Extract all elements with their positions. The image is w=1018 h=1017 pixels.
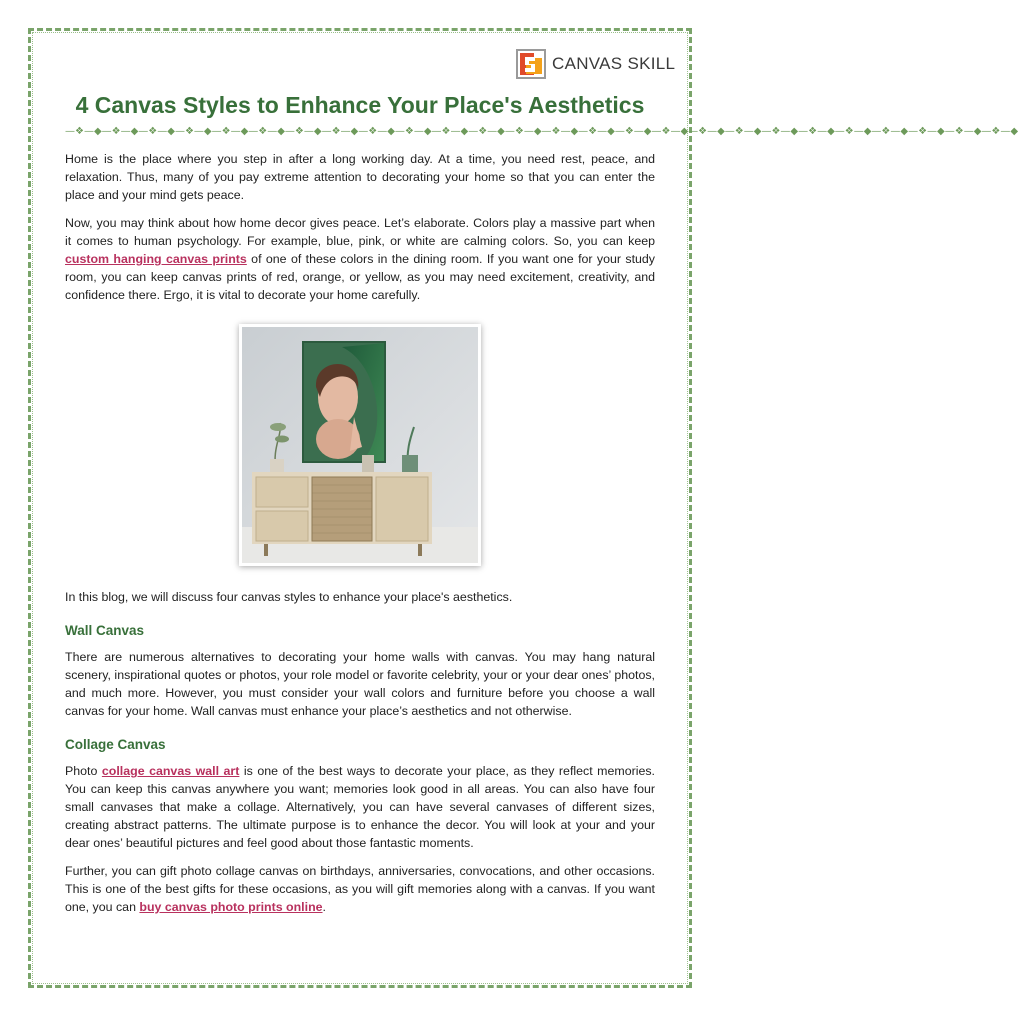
collage-canvas-wall-art-link[interactable]: collage canvas wall art (101, 764, 240, 778)
logo-text: CANVAS SKILL (552, 54, 676, 73)
intro-p2-text-after: of one of these colors in the dining room. If you want one for your study room, you can keep canvas prints of red, orange, or yellow, as you may need excitement, creativity, and confidence there. Ergo, it is vital to decorate your home carefully. (65, 252, 655, 302)
hero-image-room-canvas (239, 324, 481, 566)
collage-p1-text-after: is one of the best ways to decorate your place, as they reflect memories. You can keep this canvas anywhere you want; memories look good in all areas. You can also have four small canvases that make a collage. Alternatively, you can have several canvases of different sizes, creating abstract patterns. The ultimate purpose is to enhance the decor. You will look at your and your dear ones’ beautiful pictures and feel good about those fantastic moments. (65, 764, 656, 850)
collage-p2-text-before: Further, you can gift photo collage canvas on birthdays, anniversaries, convocations, and other occasions. This is one of the best gifts for these occasions, as you will gift memories along with a canvas. If you want one, you can (65, 864, 655, 914)
wall-canvas-paragraph: There are numerous alternatives to decorating your home walls with canvas. You may hang natural scenery, inspirational quotes or photos, your role model or favorite celebrity, your or your dear ones’ photos, and much more. However, you must consider your wall colors and furniture before you choose a wall canvas for your home. Wall canvas must enhance your place’s aesthetics and not otherwise. (65, 650, 655, 718)
room-illustration (242, 327, 478, 563)
canvas-skill-logo[interactable] (516, 48, 675, 80)
custom-hanging-canvas-prints-link[interactable]: custom hanging canvas prints (65, 252, 247, 266)
intro-p2-text-before: Now, you may think about how home decor gives peace. Let’s elaborate. Colors play a massive part when it comes to human psychology. For example, blue, pink, or white are calming colors. So, you can keep (65, 216, 655, 248)
ornamental-divider: —❖—◆—❖—◆—❖—◆—❖—◆—❖—◆—❖—◆—❖—◆—❖—◆—❖—◆—❖—◆—❖—◆—❖—◆—❖—◆—❖—◆—❖—◆—❖—◆—❖—◆—❖—◆—❖—◆—❖—◆—❖—◆—❖—◆—❖—◆—❖—◆—❖—◆—❖—◆ (65, 126, 1018, 137)
wall-canvas-heading: Wall Canvas (65, 623, 145, 638)
intro-paragraph-2 (65, 214, 655, 304)
article-body (65, 150, 655, 926)
intro-paragraph-3: In this blog, we will discuss four canvas styles to enhance your place's aesthetics. (65, 590, 513, 604)
logo-icon (516, 49, 546, 79)
intro-paragraph-1: Home is the place where you step in after a long working day. At a time, you need rest, peace, and relaxation. Thus, many of you pay extreme attention to decorating your home so that you can enter the place and your mind gets peace. (65, 152, 655, 202)
collage-p1-text-before: Photo (65, 764, 102, 778)
collage-p2-text-after: . (322, 900, 326, 914)
collage-canvas-heading: Collage Canvas (65, 737, 166, 752)
collage-canvas-paragraph-2 (65, 862, 655, 916)
buy-canvas-photo-prints-online-link[interactable]: buy canvas photo prints online (139, 900, 323, 914)
page-title: 4 Canvas Styles to Enhance Your Place's Aesthetics (75, 92, 645, 118)
collage-canvas-paragraph-1 (65, 762, 655, 852)
